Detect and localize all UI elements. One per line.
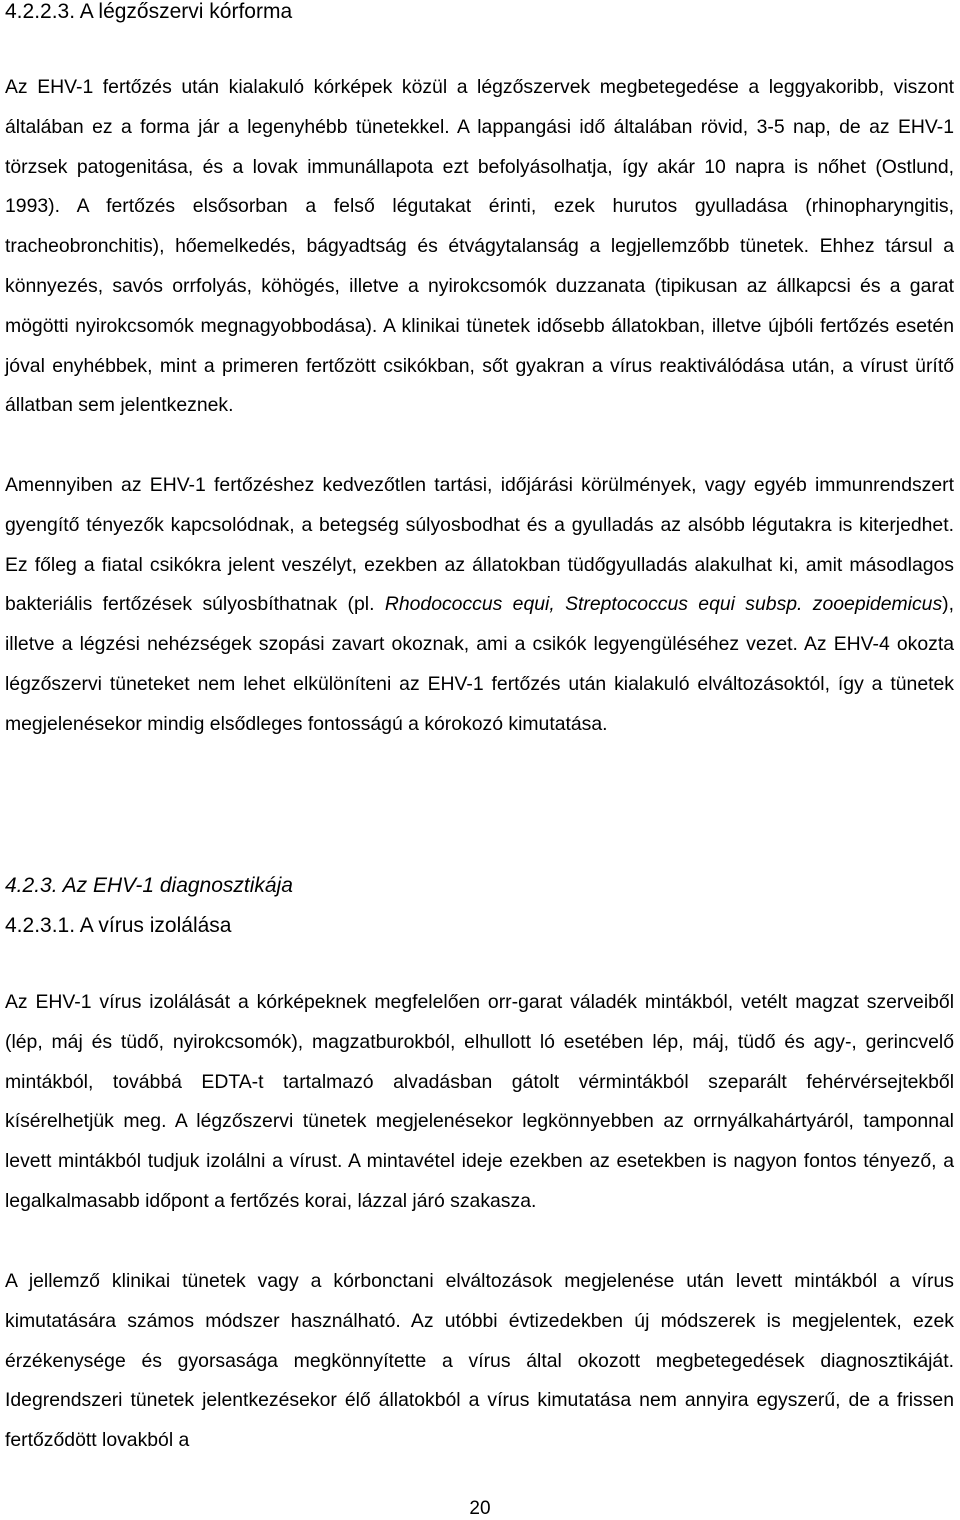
paragraph-complications-part-1: Amennyiben az EHV-1 fertőzéshez kedvezőtlen tartási, időjárási körülmények, vagy egyéb immunrendszert gyengítő tényezők kapcsolódnak, a betegség súlyosbodhat és a gyulladás az alsóbb légutakra is kiterjedhet. Ez főleg a fiatal csikókra jelent veszélyt, ezekben az állatokban tüdőgyulladás alakulhat ki, amit másodlagos bakteriális fertőzések súlyosbíthatnak (pl.: [5, 474, 954, 616]
paragraph-complications-part-2: ), illetve a légzési nehézségek szopási zavart okoznak, ami a csikók legyengüléséhez vezet. Az EHV-4 okozta légzőszervi tüneteket nem lehet elkülöníteni az EHV-1 fertőzés után kialakuló elváltozásoktól, így a tünetek megjelenésekor mindig elsődleges fontosságú a kórokozó kimutatása.: [5, 593, 954, 735]
paragraph-detection-methods: A jellemző klinikai tünetek vagy a kórbonctani elváltozások megjelenése után levett mintákból a vírus kimutatására számos módszer használható. Az utóbbi évtizedekben új módszerek is megjelentek, ezek érzékenysége és gyorsasága megkönnyítette a vírus által okozott megbetegedések diagnosztikáját. Idegrendszeri tünetek jelentkezésekor élő állatokból a vírus kimutatása nem annyira egyszerű, de a frissen fertőződött lovakból a: [5, 1270, 954, 1452]
subsection-heading-virus-isolation: 4.2.3.1. A vírus izolálása: [5, 914, 232, 937]
page-number: 20: [469, 1498, 491, 1519]
section-heading-respiratory-form: 4.2.2.3. A légzőszervi kórforma: [5, 0, 293, 23]
paragraph-respiratory-symptoms: Az EHV-1 fertőzés után kialakuló kórképek közül a légzőszervek megbetegedése a leggyakoribb, viszont általában ez a forma jár a legenyhébb tünetekkel. A lappangási idő általában rövid, 3-5 nap, de az EHV-1 törzsek patogenitása, és a lovak immunállapota ezt befolyásolhatja, így akár 10 napra is nőhet (Ostlund, 1993). A fertőzés elsősorban a felső légutakat érinti, ezek hurutos gyulladása (rhinopharyngitis, tracheobronchitis), hőemelkedés, bágyadtság és étvágytalanság a legjellemzőbb tünetek. Ehhez társul a könnyezés, savós orrfolyás, köhögés, illetve a nyirokcsomók duzzanata (tipikusan az állkapcsi és a garat mögötti nyirokcsomók megnagyobbodása). A klinikai tünetek idősebb állatokban, illetve újbóli fertőzés esetén jóval enyhébbek, mint a primeren fertőzött csikókban, sőt gyakran a vírus reaktiválódása után, a vírust ürítő állatban sem jelentkeznek.: [5, 76, 954, 417]
section-heading-diagnostics: 4.2.3. Az EHV-1 diagnosztikája: [5, 874, 293, 897]
paragraph-complications: [5, 466, 954, 745]
paragraph-complications-pathogen-names: Rhodococcus equi, Streptococcus equi subsp. zooepidemicus: [384, 593, 943, 616]
paragraph-virus-isolation: Az EHV-1 vírus izolálását a kórképeknek megfelelően orr-garat váladék mintákból, vetélt magzat szerveiből (lép, máj és tüdő, nyirokcsomók), magzatburokból, elhullott ló esetében lép, máj, tüdő és agy-, gerincvelő mintákból, továbbá EDTA-t tartalmazó alvadásban gátolt vérmintákból szeparált fehérvérsejtekből kísérelhetjük meg. A légzőszervi tünetek megjelenésekor legkönnyebben az orrnyálkahártyáról, tamponnal levett mintákból tudjuk izolálni a vírust. A mintavétel ideje ezekben az esetekben is nagyon fontos tényező, a legalkalmasabb időpont a fertőzés korai, lázzal járó szakasza.: [5, 991, 954, 1212]
